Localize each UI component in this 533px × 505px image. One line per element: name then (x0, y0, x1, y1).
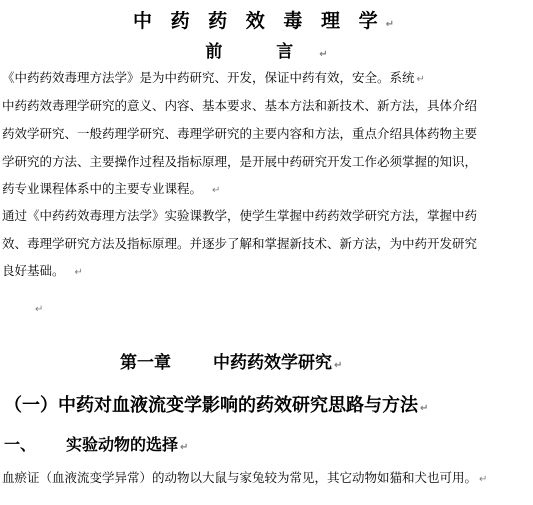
subsection-heading (4, 432, 188, 455)
paragraph-mark: ↵ (180, 442, 189, 453)
chapter-title: 中药药效学研究 (213, 353, 332, 373)
document-title: 中 药 药 效 毒 理 学 ↵ (132, 10, 401, 32)
paragraph1-line-1: 《中药药效毒理方法学》是为中药研究、开发，保证中药有效，安全。系统 ↵ (2, 70, 425, 85)
paragraph-mark: ↵ (319, 49, 328, 60)
paragraph-mark: ↵ (74, 267, 83, 278)
paragraph-mark: ↵ (385, 19, 401, 30)
paragraph2-line-1: 通过《中药药效毒理方法学》实验课教学，使学生掌握中药药效学研究方法，掌握中药 (2, 208, 478, 223)
empty-paragraph-mark: ↵ (35, 304, 44, 315)
subsection-title: 实验动物的选择 (66, 435, 179, 454)
paragraph1-line-5: 药专业课程体系中的主要专业课程。 ↵ (2, 181, 221, 196)
paragraph-mark: ↵ (212, 185, 221, 196)
paragraph2-line-2: 效、毒理学研究方法及指标原理。并逐步了解和掌握新技术、新方法，为中药开发研究 (2, 236, 478, 251)
chapter-number: 第一章 (120, 353, 171, 373)
paragraph1-line-2: 中药药效毒理学研究的意义、内容、基本要求、基本方法和新技术、新方法，具体介绍 (2, 98, 478, 113)
paragraph-mark: ↵ (479, 474, 488, 485)
paragraph1-line-3: 药效学研究、一般药理学研究、毒理学研究的主要内容和方法，重点介绍具体药物主要 (2, 126, 478, 141)
paragraph-mark: ↵ (334, 360, 343, 371)
paragraph-mark: ↵ (416, 74, 425, 85)
paragraph-mark: ↵ (420, 403, 429, 414)
section-heading: （一）中药对血液流变学影响的药效研究思路与方法 ↵ (4, 395, 429, 416)
paragraph2-line-3: 良好基础。 ↵ (2, 263, 83, 278)
preface-heading: 前 言 ↵ (205, 42, 328, 62)
body-line: 血瘀证（血液流变学异常）的动物以大鼠与家兔较为常见，其它动物如猫和犬也可用。 ↵ (2, 470, 488, 485)
subsection-number: 一、 (4, 435, 37, 454)
chapter-heading (120, 348, 342, 373)
paragraph1-line-4: 学研究的方法、主要操作过程及指标原理，是开展中药研究开发工作必须掌握的知识， (2, 154, 478, 169)
